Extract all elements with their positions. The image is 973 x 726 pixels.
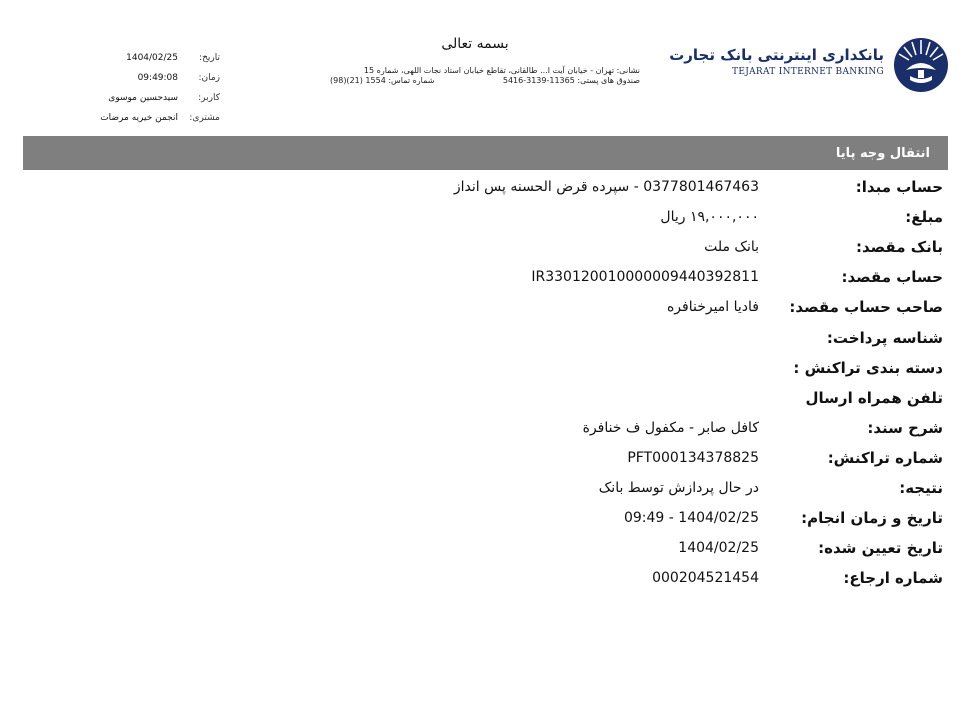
field-value: فادیا امیرخنافره (666, 299, 759, 316)
field-reference-number (23, 563, 943, 593)
title-bar (23, 136, 948, 170)
field-value: در حال پردازش توسط بانک (598, 479, 759, 496)
meta-customer-label: مشتری: (189, 113, 220, 123)
field-label: شماره تراکنش: (827, 448, 943, 467)
field-value: ۱۹,۰۰۰,۰۰۰ ریال (660, 209, 759, 226)
field-source-account (23, 172, 943, 202)
logo-text (669, 46, 884, 77)
page-title: انتقال وجه پایا (835, 145, 930, 161)
meta-date-label: تاریخ: (199, 53, 220, 63)
field-value: IR330120010000009440392811 (531, 269, 759, 286)
bismillah-heading: بسمه تعالی (441, 36, 509, 52)
tejarat-logo (669, 36, 950, 92)
meta-date-value: 1404/02/25 (126, 53, 178, 63)
field-label: شناسه پرداخت: (826, 328, 943, 347)
field-amount (23, 202, 943, 232)
field-execution-datetime (23, 503, 943, 533)
field-label: نتیجه: (899, 478, 943, 497)
field-label: دسته بندی تراکنش : (793, 358, 943, 377)
field-label: مبلغ: (905, 208, 943, 227)
field-label: صاحب حساب مقصد: (789, 298, 943, 317)
field-value: 0377801467463 - سپرده قرض الحسنه پس انداز (453, 179, 759, 196)
meta-user-value: سیدحسین موسوی (108, 93, 178, 103)
field-label: حساب مبدا: (855, 178, 943, 197)
field-label: شماره ارجاع: (843, 569, 943, 588)
field-description (23, 413, 943, 443)
field-result (23, 473, 943, 503)
address-line: نشانی: تهران - خیابان آیت ا... طالقانی، تقاطع خیابان استاد نجات اللهی، شماره 15 (363, 66, 640, 75)
contact-phone: شماره تماس: 1554 (21)(98) (330, 76, 435, 85)
field-value: 000204521454 (652, 570, 759, 587)
meta-customer-value: انجمن خیریه مرضات (100, 113, 178, 123)
address-contact-row (330, 76, 640, 86)
meta-user-row (70, 88, 220, 108)
field-value: PFT000134378825 (627, 449, 759, 466)
field-label: تاریخ و زمان انجام: (801, 509, 943, 528)
logo-english-name: TEJARAT INTERNET BANKING (732, 67, 884, 77)
field-label: شرح سند: (867, 418, 943, 437)
meta-time-row (70, 68, 220, 88)
field-destination-bank (23, 232, 943, 262)
transfer-details (23, 172, 943, 593)
field-value: 1404/02/25 - 09:49 (623, 510, 759, 527)
field-transaction-number (23, 443, 943, 473)
field-scheduled-date (23, 533, 943, 563)
meta-time-label: زمان: (198, 73, 220, 83)
field-value: بانک ملت (704, 239, 759, 256)
field-label: حساب مقصد: (841, 268, 943, 287)
field-label: تاریخ تعیین شده: (818, 539, 943, 558)
field-destination-account (23, 262, 943, 292)
field-label: بانک مقصد: (855, 238, 943, 257)
logo-persian-name: بانکداری اینترنتی بانک تجارت (669, 46, 884, 64)
postal-box: صندوق های پستی: 11365-3139-5416 (502, 76, 640, 85)
meta-time-value: 09:49:08 (137, 73, 178, 83)
field-transaction-category (23, 353, 943, 383)
meta-customer-row (70, 108, 220, 128)
field-label: تلفن همراه ارسال (805, 388, 943, 407)
field-destination-owner (23, 292, 943, 322)
field-sender-mobile (23, 383, 943, 413)
receipt-meta (70, 48, 220, 128)
field-payment-id (23, 322, 943, 352)
tejarat-emblem-icon (892, 36, 950, 94)
field-value: 1404/02/25 (678, 540, 759, 557)
meta-date-row (70, 48, 220, 68)
bank-address (330, 66, 640, 86)
field-value: کافل صابر - مکفول ف خنافرة (582, 419, 759, 436)
meta-user-label: کاربر: (198, 93, 220, 103)
